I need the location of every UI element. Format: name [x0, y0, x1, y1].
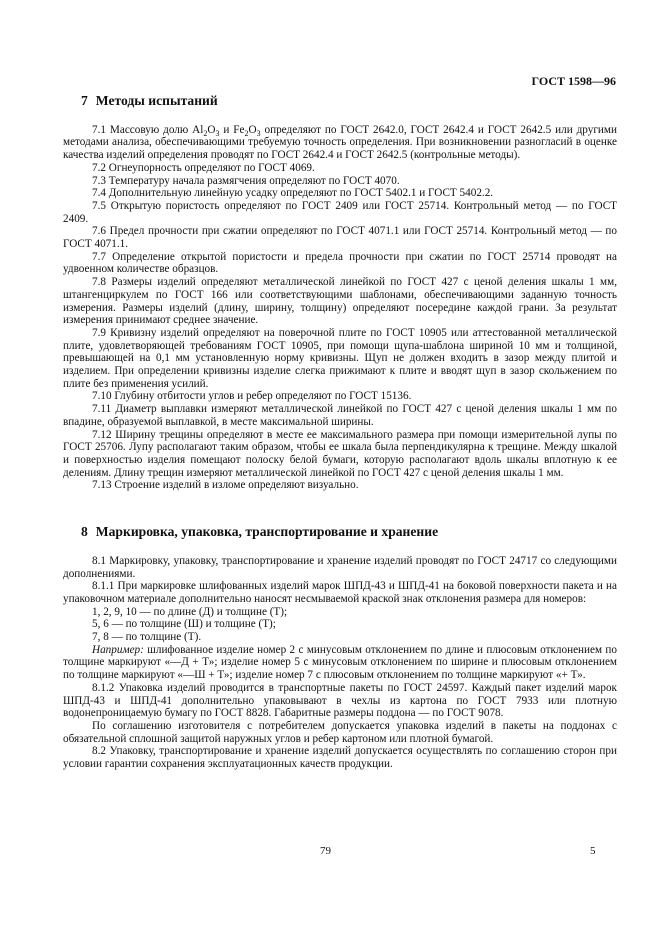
paragraph-7-13: 7.13 Строение изделий в изломе определяют визуально. — [92, 479, 359, 492]
paragraph-7-10: 7.10 Глубину отбитости углов и ребер определяют по ГОСТ 15136. — [92, 390, 412, 403]
paragraph-8-1: 8.1 Маркировку, упаковку, транспортирование и хранение изделий проводят по ГОСТ 24717 со следующими дополнениями. — [63, 554, 617, 580]
paragraph-7-3: 7.3 Температуру начала размягчения определяют по ГОСТ 4070. — [92, 174, 400, 187]
section-7-heading — [63, 95, 617, 108]
paragraph-7-4: 7.4 Дополнительную линейную усадку определяют по ГОСТ 5402.1 и ГОСТ 5402.2. — [92, 187, 494, 200]
paragraph-8-2: 8.2 Упаковку, транспортирование и хранение изделий допускается осуществлять по соглашению сторон при условии гарантии сохранения эксплуатационных качеств продукции. — [63, 745, 617, 771]
example-label: Например: — [92, 643, 144, 656]
paragraph-7-6: 7.6 Предел прочности при сжатии определяют по ГОСТ 4071.1 или ГОСТ 25714. Контрольный метод — по ГОСТ 4071.1. — [63, 225, 617, 251]
paragraph-7-5: 7.5 Открытую пористость определяют по ГОСТ 2409 или ГОСТ 25714. Контрольный метод — по ГОСТ 2409. — [63, 199, 617, 225]
paragraph-8-1-2: 8.1.2 Упаковка изделий проводится в транспортные пакеты по ГОСТ 24597. Каждый пакет изделий марок ШПД-43 и ШПД-41 дополнительно упаковывают в чехлы из картона по ГОСТ 7933 или плотную водонепроницаемую бумагу по ГОСТ 8828. Габаритные размеры поддона — по ГОСТ 9078. — [63, 681, 617, 720]
paragraph-7-11: 7.11 Диаметр выплавки измеряют металлической линейкой по ГОСТ 427 с ценой деления шкалы 1 мм по впадине, образуемой выплавкой, в месте максимальной ширины. — [63, 403, 617, 428]
list-item: 7, 8 — по толщине (Т). — [92, 631, 202, 644]
section-number: 8 — [81, 524, 88, 540]
list-item: 1, 2, 9, 10 — по длине (Д) и толщине (Т); — [92, 605, 288, 618]
paragraph-7-7: 7.7 Определение открытой пористости и предела прочности при сжатии по ГОСТ 25714 проводят на удвоенном количестве образцов. — [63, 250, 617, 276]
page-number-right: 5 — [590, 845, 596, 857]
section-title: Маркировка, упаковка, транспортирование и хранение — [95, 524, 439, 540]
example-paragraph — [63, 644, 617, 682]
paragraph-agreement: По соглашению изготовителя с потребителем допускается упаковка изделий в пакеты на поддонах с обязательной сплошной защитой наружных углов и ребер картоном или плотной бумагой. — [63, 719, 617, 745]
page-content — [63, 95, 617, 771]
paragraph-7-12: 7.12 Ширину трещины определяют в месте ее максимального размера при помощи измерительной лупы по ГОСТ 25706. Лупу располагают таким образом, чтобы ее шкала была перпендикулярна к трещине. Между шкалой и поверхностью изделия помещают полоску белой бумаги, которую располагают вдоль шкалы вплотную к ее делениям. Длину трещин измеряют металлической линейкой по ГОСТ 427 с ценой деления шкалы 1 мм. — [63, 428, 617, 479]
document-id-header: ГОСТ 1598—96 — [531, 74, 616, 88]
section-title: Методы испытаний — [95, 93, 218, 108]
list-item: 5, 6 — по толщине (Ш) и толщине (Т); — [92, 618, 276, 631]
paragraph-7-1: 7.1 Массовую долю $Al_2O_3$ и $Fe_2O_3$ определяют по ГОСТ 2642.0, ГОСТ 2642.4 и ГОСТ 2642.5 или другими методами анализа, обеспечивающими требуемую точность определения. При возникновении разногласий в оценке качества изделий определения проводят по ГОСТ 2642.4 и ГОСТ 2642.5 (контрольные методы). — [63, 123, 617, 162]
paragraph-7-9: 7.9 Кривизну изделий определяют на поверочной плите по ГОСТ 10905 или аттестованной металлической плите, удовлетворяющей требованиям ГОСТ 10905, при помощи щупа-шаблона шириной 10 мм и толщиной, превышающей на 0,1 мм установленную норму кривизны. Щуп не должен входить в зазор между плитой и изделием. При определении кривизны изделие слегка прижимают к плите и вводят щуп в зазор скольжением по плите без применения усилий. — [63, 326, 617, 390]
section-8-heading — [63, 526, 617, 539]
section-number: 7 — [81, 93, 88, 108]
paragraph-7-8: 7.8 Размеры изделий определяют металлической линейкой по ГОСТ 427 с ценой деления шкалы 1 мм, штангенциркулем по ГОСТ 166 или соответствующими шаблонами, обеспечивающими заданную точность измерения. Размеры изделий (длину, ширину, толщину) определяют посередине каждой грани. За результат измерения принимают среднее значение. — [63, 276, 617, 327]
example-text: шлифованное изделие номер 2 с минусовым отклонением по длине и плюсовым отклонением по толщине маркируют «—Д + Т»; изделие номер 5 с минусовым отклонением по ширине и плюсовым отклонением по толщине маркируют «—Ш + Т»; изделие номер 7 с плюсовым отклонением по толщине маркируют «+ Т». — [63, 643, 617, 682]
paragraph-8-1-1: 8.1.1 При маркировке шлифованных изделий марок ШПД-43 и ШПД-41 на боковой поверхности пакета и на упаковочном материале дополнительно наносят несмываемой краской знак отклонения размера для номеров: — [63, 580, 617, 605]
paragraph-7-2: 7.2 Огнеупорность определяют по ГОСТ 4069. — [92, 161, 315, 174]
page-number-left: 79 — [320, 845, 331, 857]
